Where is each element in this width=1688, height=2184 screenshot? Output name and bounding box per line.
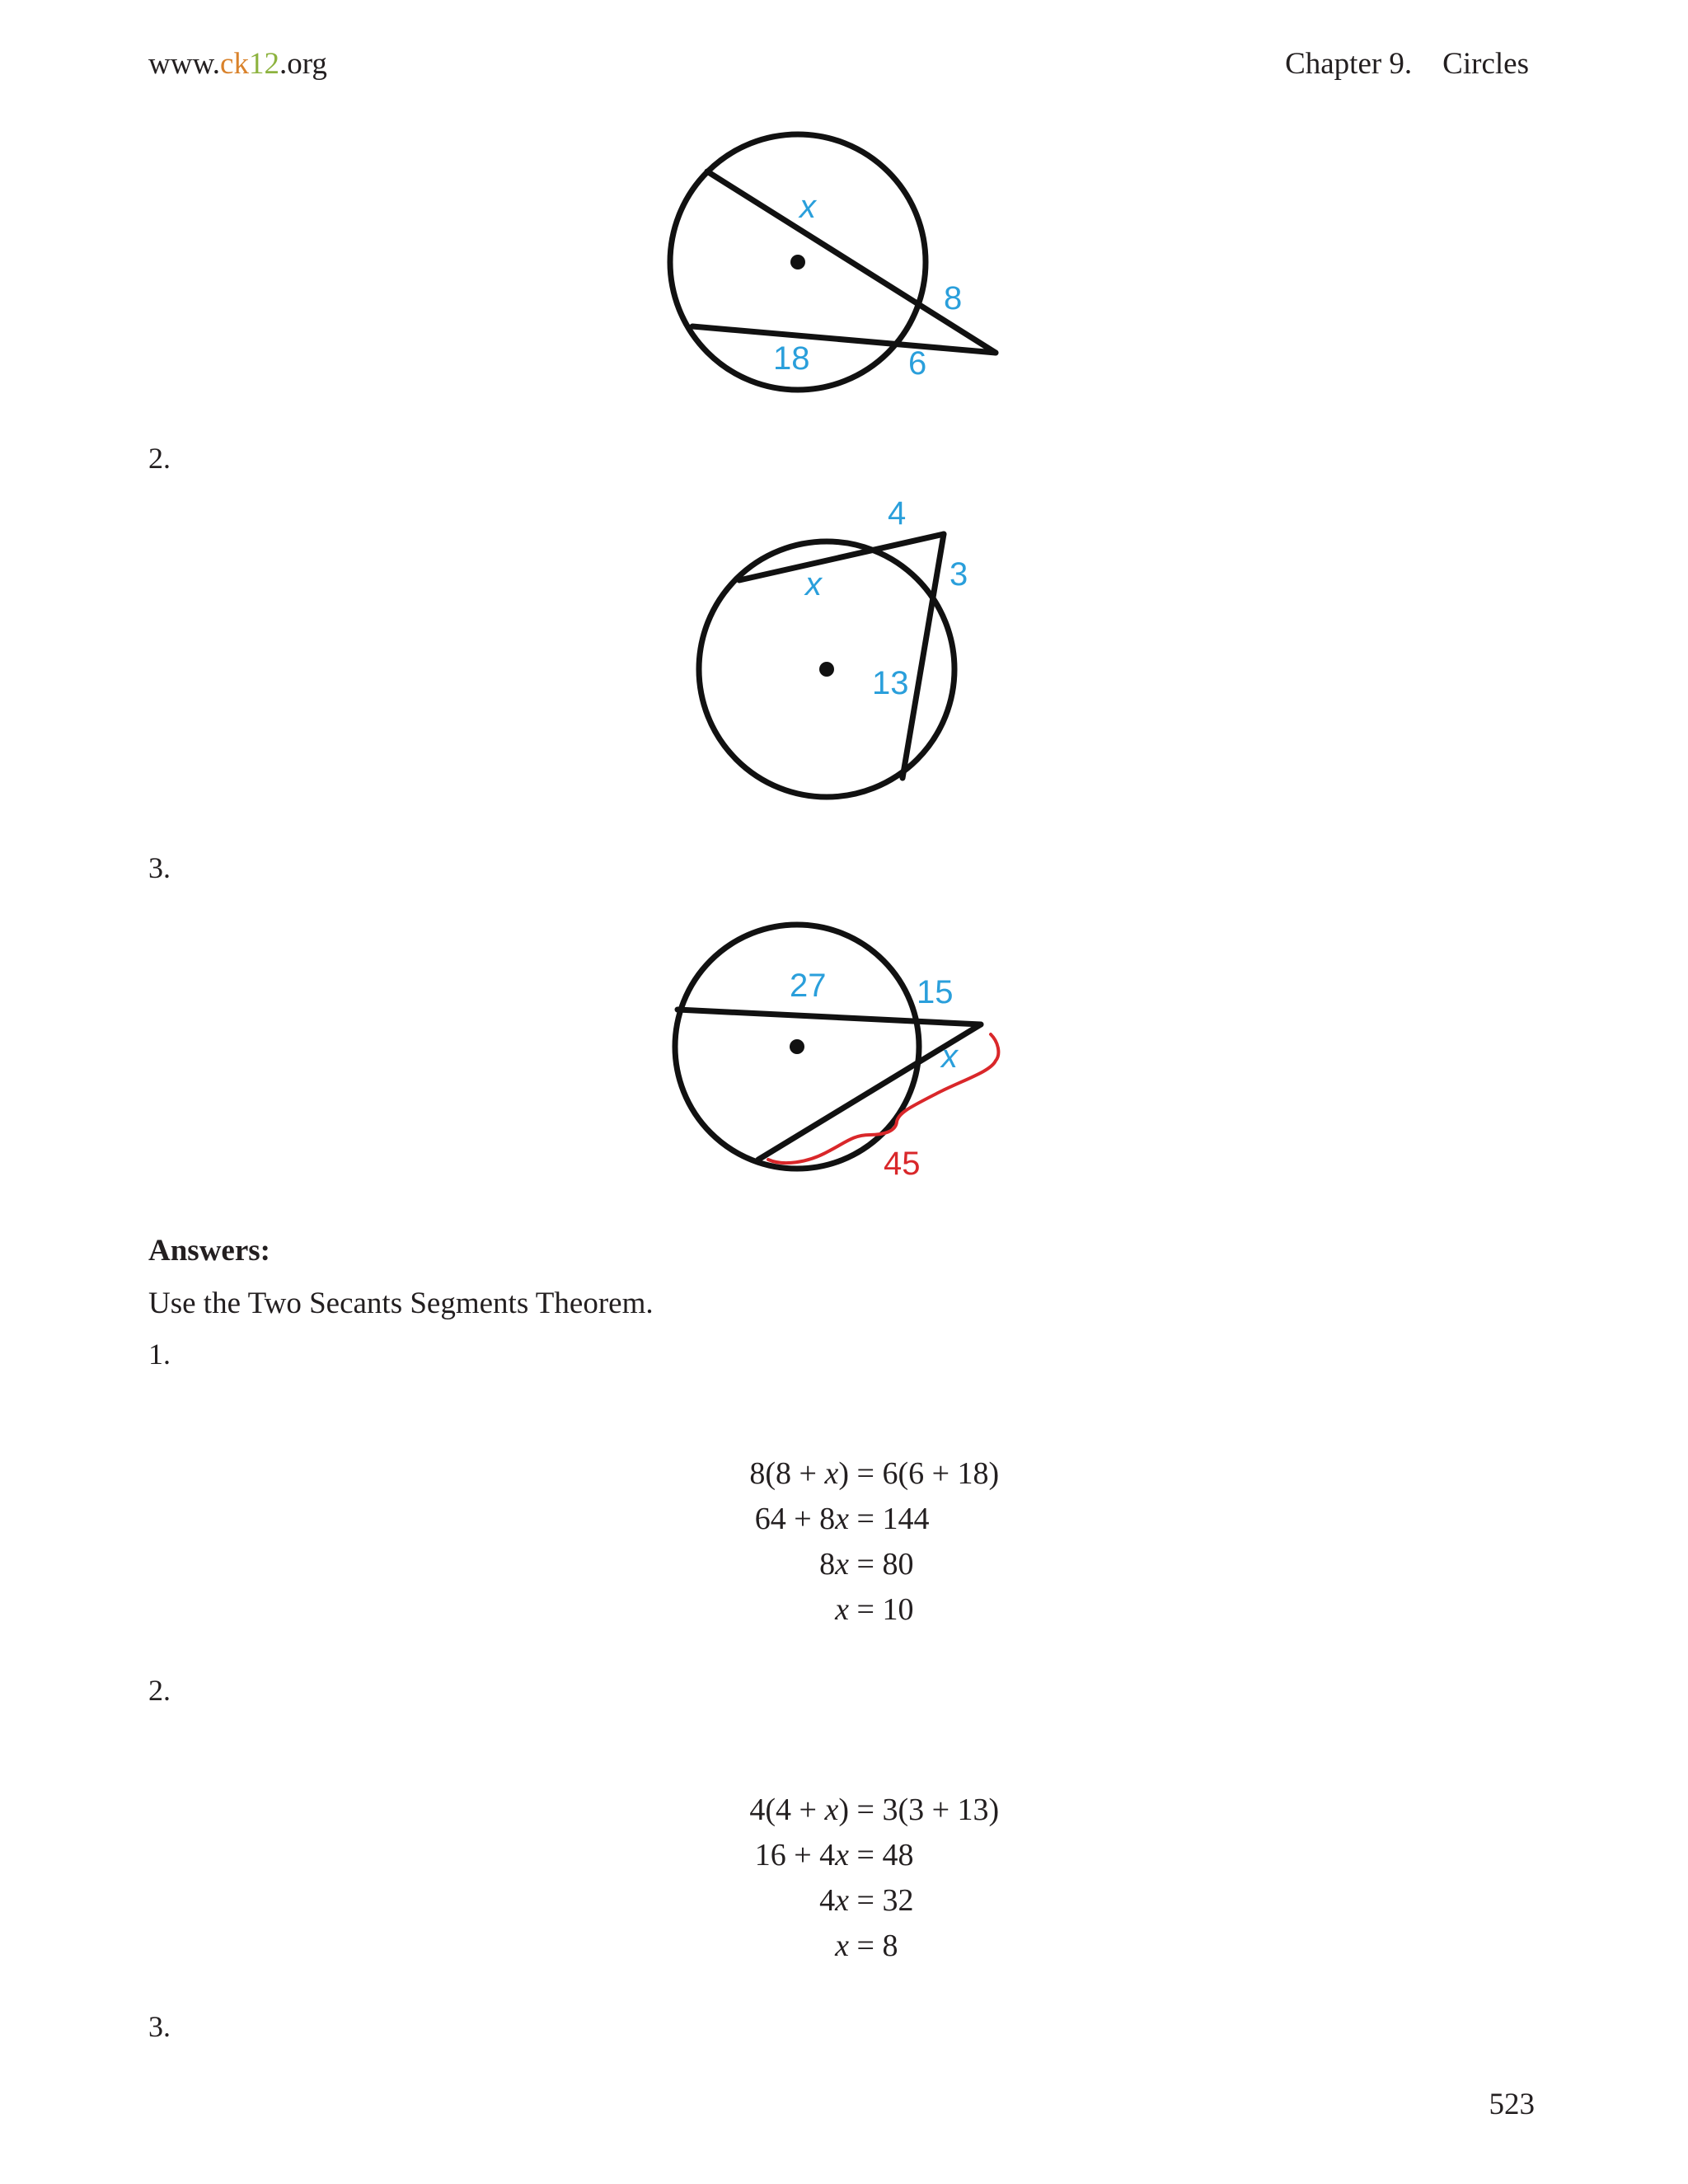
answers-heading: Answers: [148, 1234, 270, 1268]
label-6: 6 [908, 345, 927, 382]
equals-sign: = [849, 1502, 883, 1536]
equation-line [701, 1501, 929, 1537]
equals-sign: = [849, 1592, 883, 1627]
equation-rhs: 48 [882, 1838, 914, 1872]
equals-sign: = [849, 1838, 883, 1872]
answers-intro: Use the Two Secants Segments Theorem. [148, 1286, 654, 1320]
equation-rhs: 32 [882, 1883, 914, 1918]
equation-rhs: 10 [882, 1592, 914, 1627]
equation-lhs: 64 + 8x [754, 1502, 849, 1536]
equation-line [701, 1837, 913, 1873]
label-4: 4 [888, 495, 907, 532]
equation-rhs: 8 [882, 1929, 898, 1963]
label-x: x [799, 189, 816, 225]
equation-rhs: 144 [882, 1502, 930, 1536]
label-45: 45 [884, 1146, 921, 1182]
equals-sign: = [849, 1793, 883, 1827]
answer-number-1: 1. [148, 1338, 171, 1371]
equals-sign: = [849, 1929, 883, 1963]
label-8: 8 [944, 280, 963, 316]
center-dot [819, 662, 834, 677]
equation-line [701, 1928, 898, 1964]
label-13: 13 [872, 665, 909, 701]
secant-upper [707, 171, 996, 353]
label-x: x [805, 566, 822, 602]
label-3: 3 [950, 556, 968, 593]
equation-lhs: 8x [819, 1547, 849, 1582]
equals-sign: = [849, 1456, 883, 1491]
secant-top [678, 1010, 981, 1024]
center-dot [790, 1039, 804, 1054]
site-url-ck: ck [220, 47, 249, 81]
equals-sign: = [849, 1883, 883, 1918]
label-15: 15 [917, 974, 954, 1010]
problem-number-2: 2. [148, 442, 171, 475]
equals-sign: = [849, 1547, 883, 1582]
problem-number-3: 3. [148, 851, 171, 884]
label-27: 27 [790, 968, 827, 1004]
equation-lhs: 4(4 + x) [749, 1793, 849, 1827]
chapter-title: Chapter 9. Circles [1285, 47, 1529, 81]
secant-lower [692, 326, 996, 353]
equation-lhs: x [835, 1929, 849, 1963]
equation-rhs: 80 [882, 1547, 914, 1582]
equation-line [701, 1882, 913, 1919]
figure-2-two-secants [696, 495, 977, 809]
center-dot [790, 255, 805, 269]
answer-number-3: 3. [148, 2010, 171, 2043]
site-url[interactable]: www.ck12.org [148, 47, 327, 81]
brace-45 [768, 1034, 998, 1163]
answer-number-2: 2. [148, 1674, 171, 1707]
equation-rhs: 3(3 + 13) [882, 1793, 1000, 1827]
label-x: x [941, 1038, 958, 1075]
equation-lhs: 8(8 + x) [749, 1456, 849, 1491]
equation-line [701, 1546, 913, 1582]
equation-line [701, 1591, 913, 1628]
equation-lhs: 16 + 4x [754, 1838, 849, 1872]
equation-lhs: x [835, 1592, 849, 1627]
equation-rhs: 6(6 + 18) [882, 1456, 1000, 1491]
figure-3-two-secants [668, 919, 1006, 1191]
equation-line [701, 1455, 999, 1492]
equation-line [701, 1792, 999, 1828]
figure-1-two-secants [668, 130, 997, 402]
label-18: 18 [773, 340, 810, 377]
equation-lhs: 4x [819, 1883, 849, 1918]
page-number: 523 [1489, 2088, 1535, 2121]
site-url-12: 12 [248, 47, 279, 81]
